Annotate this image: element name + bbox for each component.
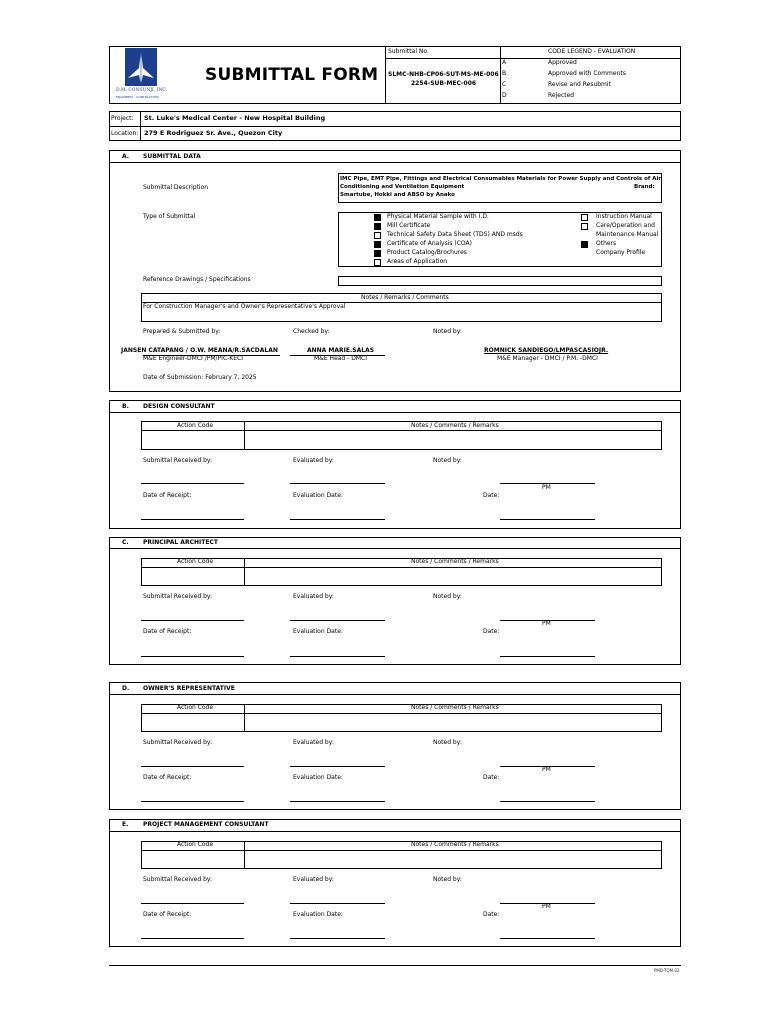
section-e-received-label: Submittal Received by: [143, 876, 213, 883]
type-instruction-manual: Instruction Manual [596, 213, 652, 220]
checkbox-others[interactable] [581, 241, 588, 248]
section-d-pm-label: PM [542, 766, 551, 773]
prepared-by-name: JANSEN CATAPANG / O.W. MEANA/R.SACDALAN [121, 347, 278, 354]
date-of-submission: Date of Submission: February 7, 2025 [143, 374, 257, 381]
section-c-evaluated-label: Evaluated by: [293, 593, 334, 600]
section-c-box [109, 537, 681, 665]
footer-rule [109, 965, 681, 966]
logo-subtext: ENGINEERS · CONTRACTORS [116, 95, 160, 99]
checkbox-catalog[interactable] [374, 250, 381, 257]
section-d-evaluated-label: Evaluated by: [293, 739, 334, 746]
section-b-notes-label: Notes / Comments / Remarks [411, 422, 499, 429]
section-c-letter: C. [122, 539, 129, 546]
type-mill-certificate: Mill Certificate [387, 222, 431, 229]
legend-text-c: Revise and Resubmit [548, 81, 611, 88]
checkbox-coa[interactable] [374, 241, 381, 248]
section-b-evaluation-date-label: Evaluation Date: [293, 492, 343, 499]
location-label: Location: [111, 130, 139, 137]
section-d-date-receipt-label: Date of Receipt: [143, 774, 192, 781]
section-b-received-label: Submittal Received by: [143, 457, 213, 464]
notes-value: For Construction Manager's and Owner's Representative's Approval [143, 303, 346, 310]
section-b-action-table [141, 421, 662, 450]
prepared-by-title: M&E Engineer-DMCI /PM/PIC-KECI [143, 355, 243, 362]
section-e-letter: E. [122, 821, 129, 828]
reference-drawings-label: Reference Drawings / Specifications [143, 276, 251, 283]
type-areas-application: Areas of Application [387, 258, 448, 265]
section-b-letter: B. [122, 403, 129, 410]
section-b-date-receipt-label: Date of Receipt: [143, 492, 192, 499]
project-value: St. Luke's Medical Center - New Hospital Building [144, 114, 326, 122]
type-of-submittal-label: Type of Submittal [143, 213, 196, 220]
section-c-date-receipt-label: Date of Receipt: [143, 628, 192, 635]
section-d-received-label: Submittal Received by: [143, 739, 213, 746]
submittal-no-value-1: SLMC-NHB-CP06-SUT-MS-ME-006 [388, 71, 499, 78]
section-e-date-label: Date: [483, 911, 500, 918]
legend-code-d: D [502, 92, 507, 99]
legend-code-b: B [502, 70, 507, 77]
submittal-description-line3: Smartube, Hokki and ABSO by Anako [340, 192, 455, 198]
submittal-description-line1: IMC Pipe, EMT Pipe, Fittings and Electrical Consumables Materials for Power Supply and Controls of Air [340, 176, 662, 182]
legend-code-c: C [502, 81, 507, 88]
legend-code-a: A [502, 59, 507, 66]
section-d-action-table [141, 704, 662, 732]
type-others: Others [596, 240, 617, 247]
section-e-action-table [141, 841, 662, 869]
legend-text-b: Approved with Comments [548, 70, 626, 77]
section-c-action-code-label: Action Code [177, 558, 214, 565]
checked-by-label: Checked by: [293, 328, 330, 335]
reference-drawings-field[interactable] [338, 276, 662, 286]
checkbox-instruction-manual[interactable] [581, 214, 588, 221]
section-e-date-receipt-label: Date of Receipt: [143, 911, 192, 918]
prepared-by-label: Prepared & Submitted by: [143, 328, 221, 335]
type-coa: Certificate of Analysis (COA) [387, 240, 472, 247]
type-care-operation: Care/Operation and [596, 222, 655, 229]
project-label: Project: [111, 115, 134, 122]
checked-by-name: ANNA MARIE.SALAS [307, 347, 375, 354]
submittal-description-line2: Conditioning and Ventilation Equipment [340, 184, 465, 190]
section-c-pm-label: PM [542, 620, 551, 627]
type-tds-msds: Technical Safety Data Sheet (TDS) AND msds [387, 231, 523, 238]
checkbox-physical-sample[interactable] [374, 214, 381, 221]
submittal-description-label: Submittal Description [143, 184, 209, 191]
section-e-evaluation-date-label: Evaluation Date: [293, 911, 343, 918]
notes-label: Notes / Remarks / Comments [361, 294, 449, 301]
type-company-profile: Company Profile [596, 249, 646, 256]
noted-by-label: Noted by: [433, 328, 462, 335]
section-b-evaluated-label: Evaluated by: [293, 457, 334, 464]
section-d-notes-label: Notes / Comments / Remarks [411, 704, 499, 711]
company-logo [116, 48, 176, 102]
submittal-no-value-2: 2254-SUB-MEC-006 [411, 80, 477, 87]
noted-by-name: ROMNICK SANDIEGO/LMPASCASIOJR. [484, 347, 609, 354]
checked-by-title: M&E Head - DMCI [314, 355, 367, 362]
type-maintenance-manual: Maintenance Manual [596, 231, 659, 238]
section-e-title: PROJECT MANAGEMENT CONSULTANT [143, 821, 269, 828]
section-e-action-code-label: Action Code [177, 841, 214, 848]
legend-text-d: Rejected [548, 92, 575, 99]
code-legend-title: CODE LEGEND - EVALUATION [548, 48, 636, 55]
section-d-letter: D. [122, 685, 130, 692]
section-b-title: DESIGN CONSULTANT [143, 403, 215, 410]
checkbox-tds-msds[interactable] [374, 232, 381, 239]
section-a-title: SUBMITTAL DATA [143, 153, 201, 160]
noted-by-title: M&E Manager - DMCI / P.M. -DMCI [497, 355, 598, 362]
checkbox-care-operation[interactable] [581, 223, 588, 230]
type-catalog: Product Catalog/Brochures [387, 249, 467, 256]
section-a-letter: A. [122, 153, 130, 160]
form-title: SUBMITTAL FORM [205, 65, 379, 85]
section-b-date-label: Date: [483, 492, 500, 499]
location-value: 279 E Rodriguez Sr. Ave., Quezon City [144, 129, 283, 137]
type-physical-sample: Physical Material Sample with I.D. [387, 213, 489, 220]
section-c-noted-label: Noted by: [433, 593, 462, 600]
submittal-no-label: Submittal No. [388, 48, 429, 55]
section-b-action-code-label: Action Code [177, 422, 214, 429]
logo-text: D.M. CONSUNJI, INC. [116, 88, 168, 93]
section-e-notes-label: Notes / Comments / Remarks [411, 841, 499, 848]
checkbox-areas-application[interactable] [374, 259, 381, 266]
section-d-evaluation-date-label: Evaluation Date: [293, 774, 343, 781]
footer-form-code: PMD-TQM-02 [654, 968, 680, 973]
checkbox-mill-certificate[interactable] [374, 223, 381, 230]
section-c-notes-label: Notes / Comments / Remarks [411, 558, 499, 565]
section-c-title: PRINCIPAL ARCHITECT [143, 539, 218, 546]
section-b-pm-label: PM [542, 484, 551, 491]
section-b-noted-label: Noted by: [433, 457, 462, 464]
submittal-description-brand: Brand: [634, 184, 655, 190]
section-e-pm-label: PM [542, 903, 551, 910]
section-d-noted-label: Noted by: [433, 739, 462, 746]
section-d-date-label: Date: [483, 774, 500, 781]
section-d-title: OWNER'S REPRESENTATIVE [143, 685, 235, 692]
section-e-evaluated-label: Evaluated by: [293, 876, 334, 883]
section-c-action-table [141, 558, 662, 586]
section-c-date-label: Date: [483, 628, 500, 635]
section-d-action-code-label: Action Code [177, 704, 214, 711]
section-e-noted-label: Noted by: [433, 876, 462, 883]
section-c-evaluation-date-label: Evaluation Date: [293, 628, 343, 635]
section-c-received-label: Submittal Received by: [143, 593, 213, 600]
legend-text-a: Approved [548, 59, 577, 66]
